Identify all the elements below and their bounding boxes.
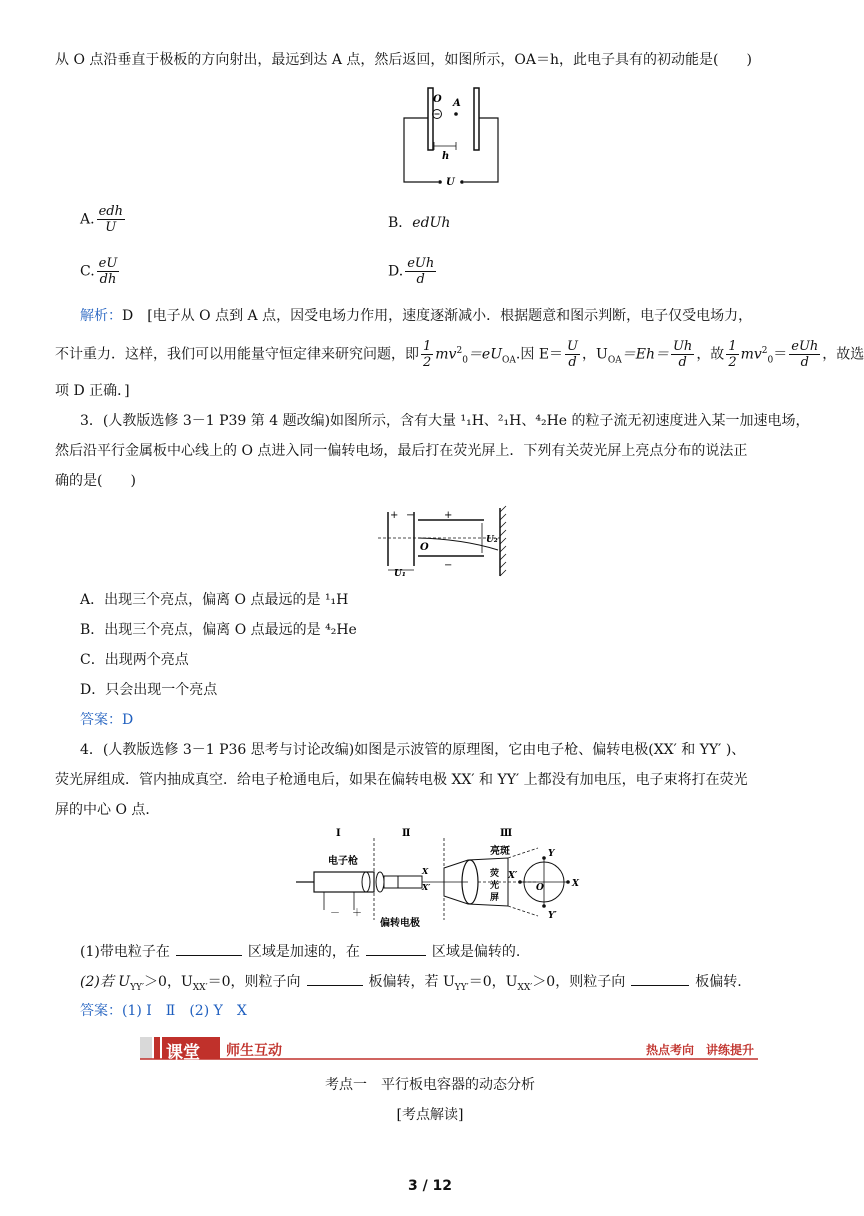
section-banner [140, 1033, 758, 1063]
q2-option-b: B．edUh [388, 215, 451, 231]
fig-label-X: X [572, 879, 579, 889]
q2-analysis-line1: 解析：D [电子从 O 点到 A 点，因受电场力作用，速度逐渐减小．根据题意和图示判断，电子仅受电场力， [80, 308, 753, 324]
fig-minus-left: − [406, 510, 415, 521]
section-title: 考点一 平行板电容器的动态分析 [325, 1077, 535, 1093]
section-subtitle: [考点解读] [396, 1107, 464, 1123]
fig-label-X-plate: X [422, 866, 429, 876]
fig-deflect-electrode: 偏转电极 [380, 918, 420, 929]
fig-screen-label-3: 屏 [490, 893, 500, 903]
fig-region-II: Ⅱ [402, 828, 411, 839]
banner-title: 课堂 [166, 1043, 200, 1063]
fig-label-O: O [420, 542, 429, 553]
fig-label-U: U [446, 177, 455, 188]
q3-option-b: B．出现三个亮点，偏离 O 点最远的是 ⁴₂He [80, 622, 357, 638]
fig-label-Y: Y [548, 849, 555, 859]
fig-bright-spot: 亮斑 [490, 846, 510, 857]
fig-region-I: Ⅰ [336, 828, 341, 839]
fig-region-III: Ⅲ [500, 828, 513, 839]
fig-plus-left: + [390, 510, 399, 521]
fig-label-U2: U₂ [486, 535, 498, 545]
fig-plus-top: + [444, 510, 453, 521]
q3-deflection-figure [378, 506, 516, 578]
fig-label-O: O [433, 94, 442, 105]
q3-option-c: C．出现两个亮点 [80, 652, 189, 668]
q3-line2: 然后沿平行金属板中心线上的 O 点进入同一偏转电场，最后打在荧光屏上．下列有关荧光屏上亮点分布的说法正 [55, 443, 748, 459]
q4-line2: 荧光屏组成．管内抽成真空．给电子枪通电后，如果在偏转电极 XX′ 和 YY′ 上都没有加电压，电子束将打在荧光 [55, 772, 748, 788]
page-number: 3 / 12 [407, 1178, 453, 1194]
fig-screen-label-1: 荧 [490, 869, 500, 879]
fig-label-Xp: X′ [508, 871, 518, 881]
q2-analysis-line2: 不计重力．这样，我们可以用能量守恒定律来研究问题，即 $\frac{1}{2}$ $mv^2_0=eU_{OA}$.因 E＝ $\frac{U}{d}$ ，$U_{OA}=Eh=$ $\frac{Uh}{d}$ ，故 $\frac{1}{2}$ $mv^2_0=$ $\frac{\text{eUh}}{d}$ ，故选 [55, 339, 864, 371]
fig-plus-sign: ＋ [352, 908, 362, 919]
q4-oscilloscope-figure [294, 824, 590, 932]
q4-answer: 答案：(1) Ⅰ Ⅱ (2) Y X [80, 1003, 247, 1019]
fig-label-A: A [453, 98, 461, 109]
banner-subtitle: 师生互动 [226, 1043, 282, 1059]
q4-line3: 屏的中心 O 点． [55, 802, 160, 818]
fig-label-Yp: Y′ [548, 911, 557, 921]
fig-label-U1: U₁ [394, 569, 406, 579]
q3-line1: 3．(人教版选修 3－1 P39 第 4 题改编)如图所示，含有大量 ¹₁H、²₁H、⁴₂He 的粒子流无初速度进入某一加速电场， [80, 413, 810, 429]
q3-option-a: A．出现三个亮点，偏离 O 点最远的是 ¹₁H [80, 592, 349, 608]
q2-option-d: D. $\frac{\text{eUh}}{d}$ [388, 256, 435, 287]
q4-sub1: (1)带电粒子在 区域是加速的，在 区域是偏转的. [80, 941, 520, 962]
fig-minus-bottom: − [444, 560, 453, 571]
q3-option-d: D．只会出现一个亮点 [80, 682, 218, 698]
fig-screen-label-2: 光 [490, 881, 500, 891]
q2-stem: 从 O 点沿垂直于极板的方向射出，最远到达 A 点，然后返回，如图所示，OA＝h，此电子具有的初动能是( ) [55, 52, 752, 68]
q3-line3: 确的是( ) [55, 473, 136, 489]
q2-option-c: C. $\frac{eU}{dh}$ [80, 256, 118, 287]
q4-line1: 4．(人教版选修 3－1 P36 思考与讨论改编)如图是示波管的原理图，它由电子枪、偏转电极(XX′ 和 YY′ )、 [80, 742, 746, 758]
banner-right: 热点考向 讲练提升 [645, 1043, 754, 1057]
q2-capacitor-figure [396, 84, 506, 190]
q2-analysis-line3: 项 D 正确．] [55, 383, 130, 399]
fig-label-Xp-plate: X′ [422, 882, 431, 892]
fig-label-h: h [442, 151, 450, 162]
q2-option-a: A. $\frac{\text{edh}}{U}$ [80, 204, 123, 235]
fig-minus-sign: － [330, 908, 340, 919]
fig-electron-gun: 电子枪 [328, 856, 358, 867]
fig-label-O: O [536, 883, 544, 893]
q4-sub2: (2)若 $U_{YY'}>0$，$U_{XX'}=0$，则粒子向 板偏转，若 $U_{YY'}=0$，$U_{XX'}>0$，则粒子向 板偏转. [80, 971, 742, 998]
q3-answer: 答案：D [80, 712, 134, 728]
